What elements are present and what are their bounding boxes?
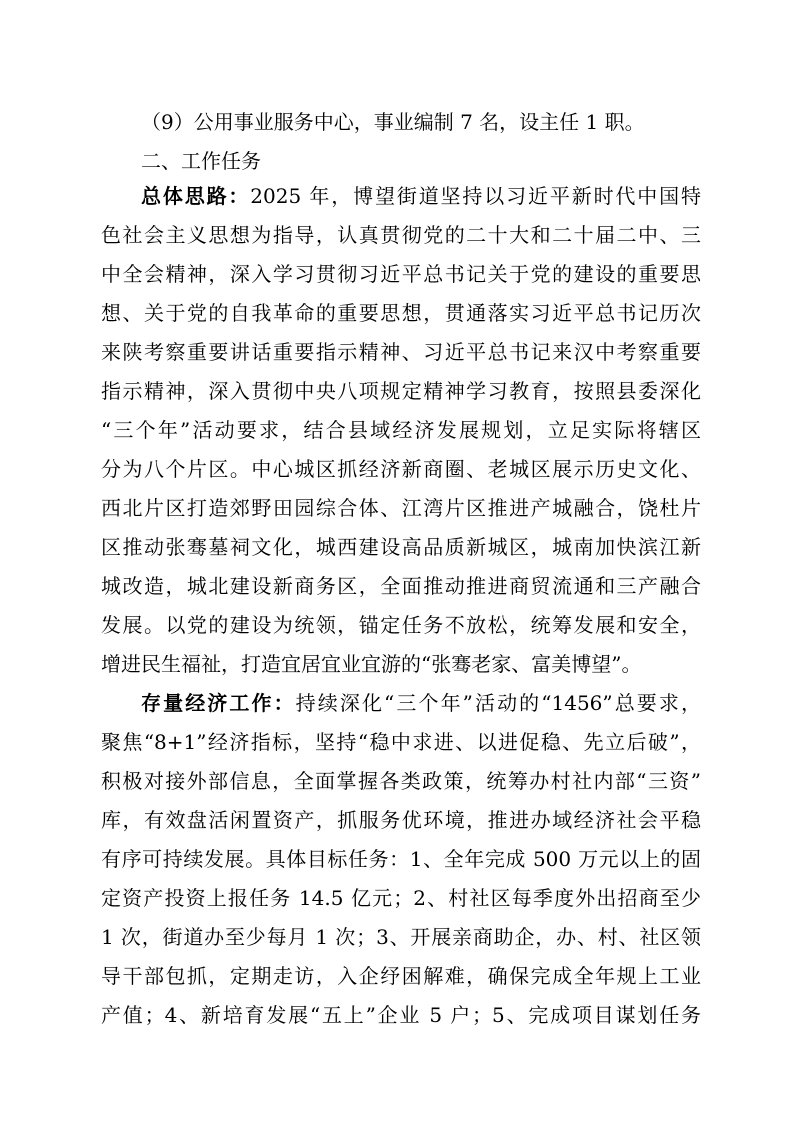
overall-line-5: 指示精神，深入贯彻中央八项规定精神学习教育，按照县委深化 — [101, 379, 701, 403]
overall-line-4: 来陕考察重要讲话重要指示精神、习近平总书记来汉中考察重要 — [101, 340, 701, 364]
overall-label: 总体思路： — [141, 184, 251, 208]
stock-label: 存量经济工作： — [141, 691, 296, 715]
overall-line-2: 中全会精神，深入学习贯彻习近平总书记关于党的建设的重要思 — [101, 262, 701, 286]
overall-line-0: 2025 年，博望街道坚持以习近平新时代中国特 — [250, 184, 701, 208]
stock-line-6: 1 次，街道办至少每月 1 次；3、开展亲商助企，办、村、社区领 — [101, 925, 701, 949]
overall-line-8: 西北片区打造郊野田园综合体、江湾片区推进产城融合，饶杜片 — [101, 496, 701, 520]
overall-first-line — [141, 180, 701, 212]
overall-line-12: 增进民生福祉，打造宜居宜业宜游的“张骞老家、富美博望”。 — [101, 652, 642, 676]
overall-line-6: “三个年”活动要求，结合县域经济发展规划，立足实际将辖区 — [101, 418, 701, 442]
stock-line-8: 产值；4、新培育发展“五上”企业 5 户；5、完成项目谋划任务 — [101, 1003, 701, 1027]
overall-line-3: 想、关于党的自我革命的重要思想，贯通落实习近平总书记历次 — [101, 301, 701, 325]
stock-line-5: 定资产投资上报任务 14.5 亿元；2、村社区每季度外出招商至少 — [101, 886, 701, 910]
stock-line-7: 导干部包抓，定期走访，入企纾困解难，确保完成全年规上工业 — [101, 964, 701, 988]
overall-line-11: 发展。以党的建设为统领，锚定任务不放松，统筹发展和安全， — [101, 613, 701, 637]
overall-line-9: 区推动张骞墓祠文化，城西建设高品质新城区，城南加快滨江新 — [101, 535, 701, 559]
item-9-line: （9）公用事业服务中心，事业编制 7 名，设主任 1 职。 — [141, 110, 645, 134]
overall-line-7: 分为八个片区。中心城区抓经济新商圈、老城区展示历史文化、 — [101, 457, 701, 481]
stock-line-1: 聚焦“8+1”经济指标，坚持“稳中求进、以进促稳、先立后破”， — [101, 730, 701, 754]
stock-line-0: 持续深化“三个年”活动的“1456”总要求， — [295, 691, 702, 715]
overall-line-10: 城改造，城北建设新商务区，全面推动推进商贸流通和三产融合 — [101, 574, 701, 598]
stock-first-line — [141, 687, 701, 719]
stock-line-2: 积极对接外部信息，全面掌握各类政策，统筹办村社内部“三资” — [101, 769, 701, 793]
stock-line-4: 有序可持续发展。具体目标任务：1、全年完成 500 万元以上的固 — [101, 847, 701, 871]
overall-line-1: 色社会主义思想为指导，认真贯彻党的二十大和二十届二中、三 — [101, 223, 701, 247]
stock-line-3: 库，有效盘活闲置资产，抓服务优环境，推进办域经济社会平稳 — [101, 808, 701, 832]
section-heading: 二、工作任务 — [141, 149, 261, 173]
